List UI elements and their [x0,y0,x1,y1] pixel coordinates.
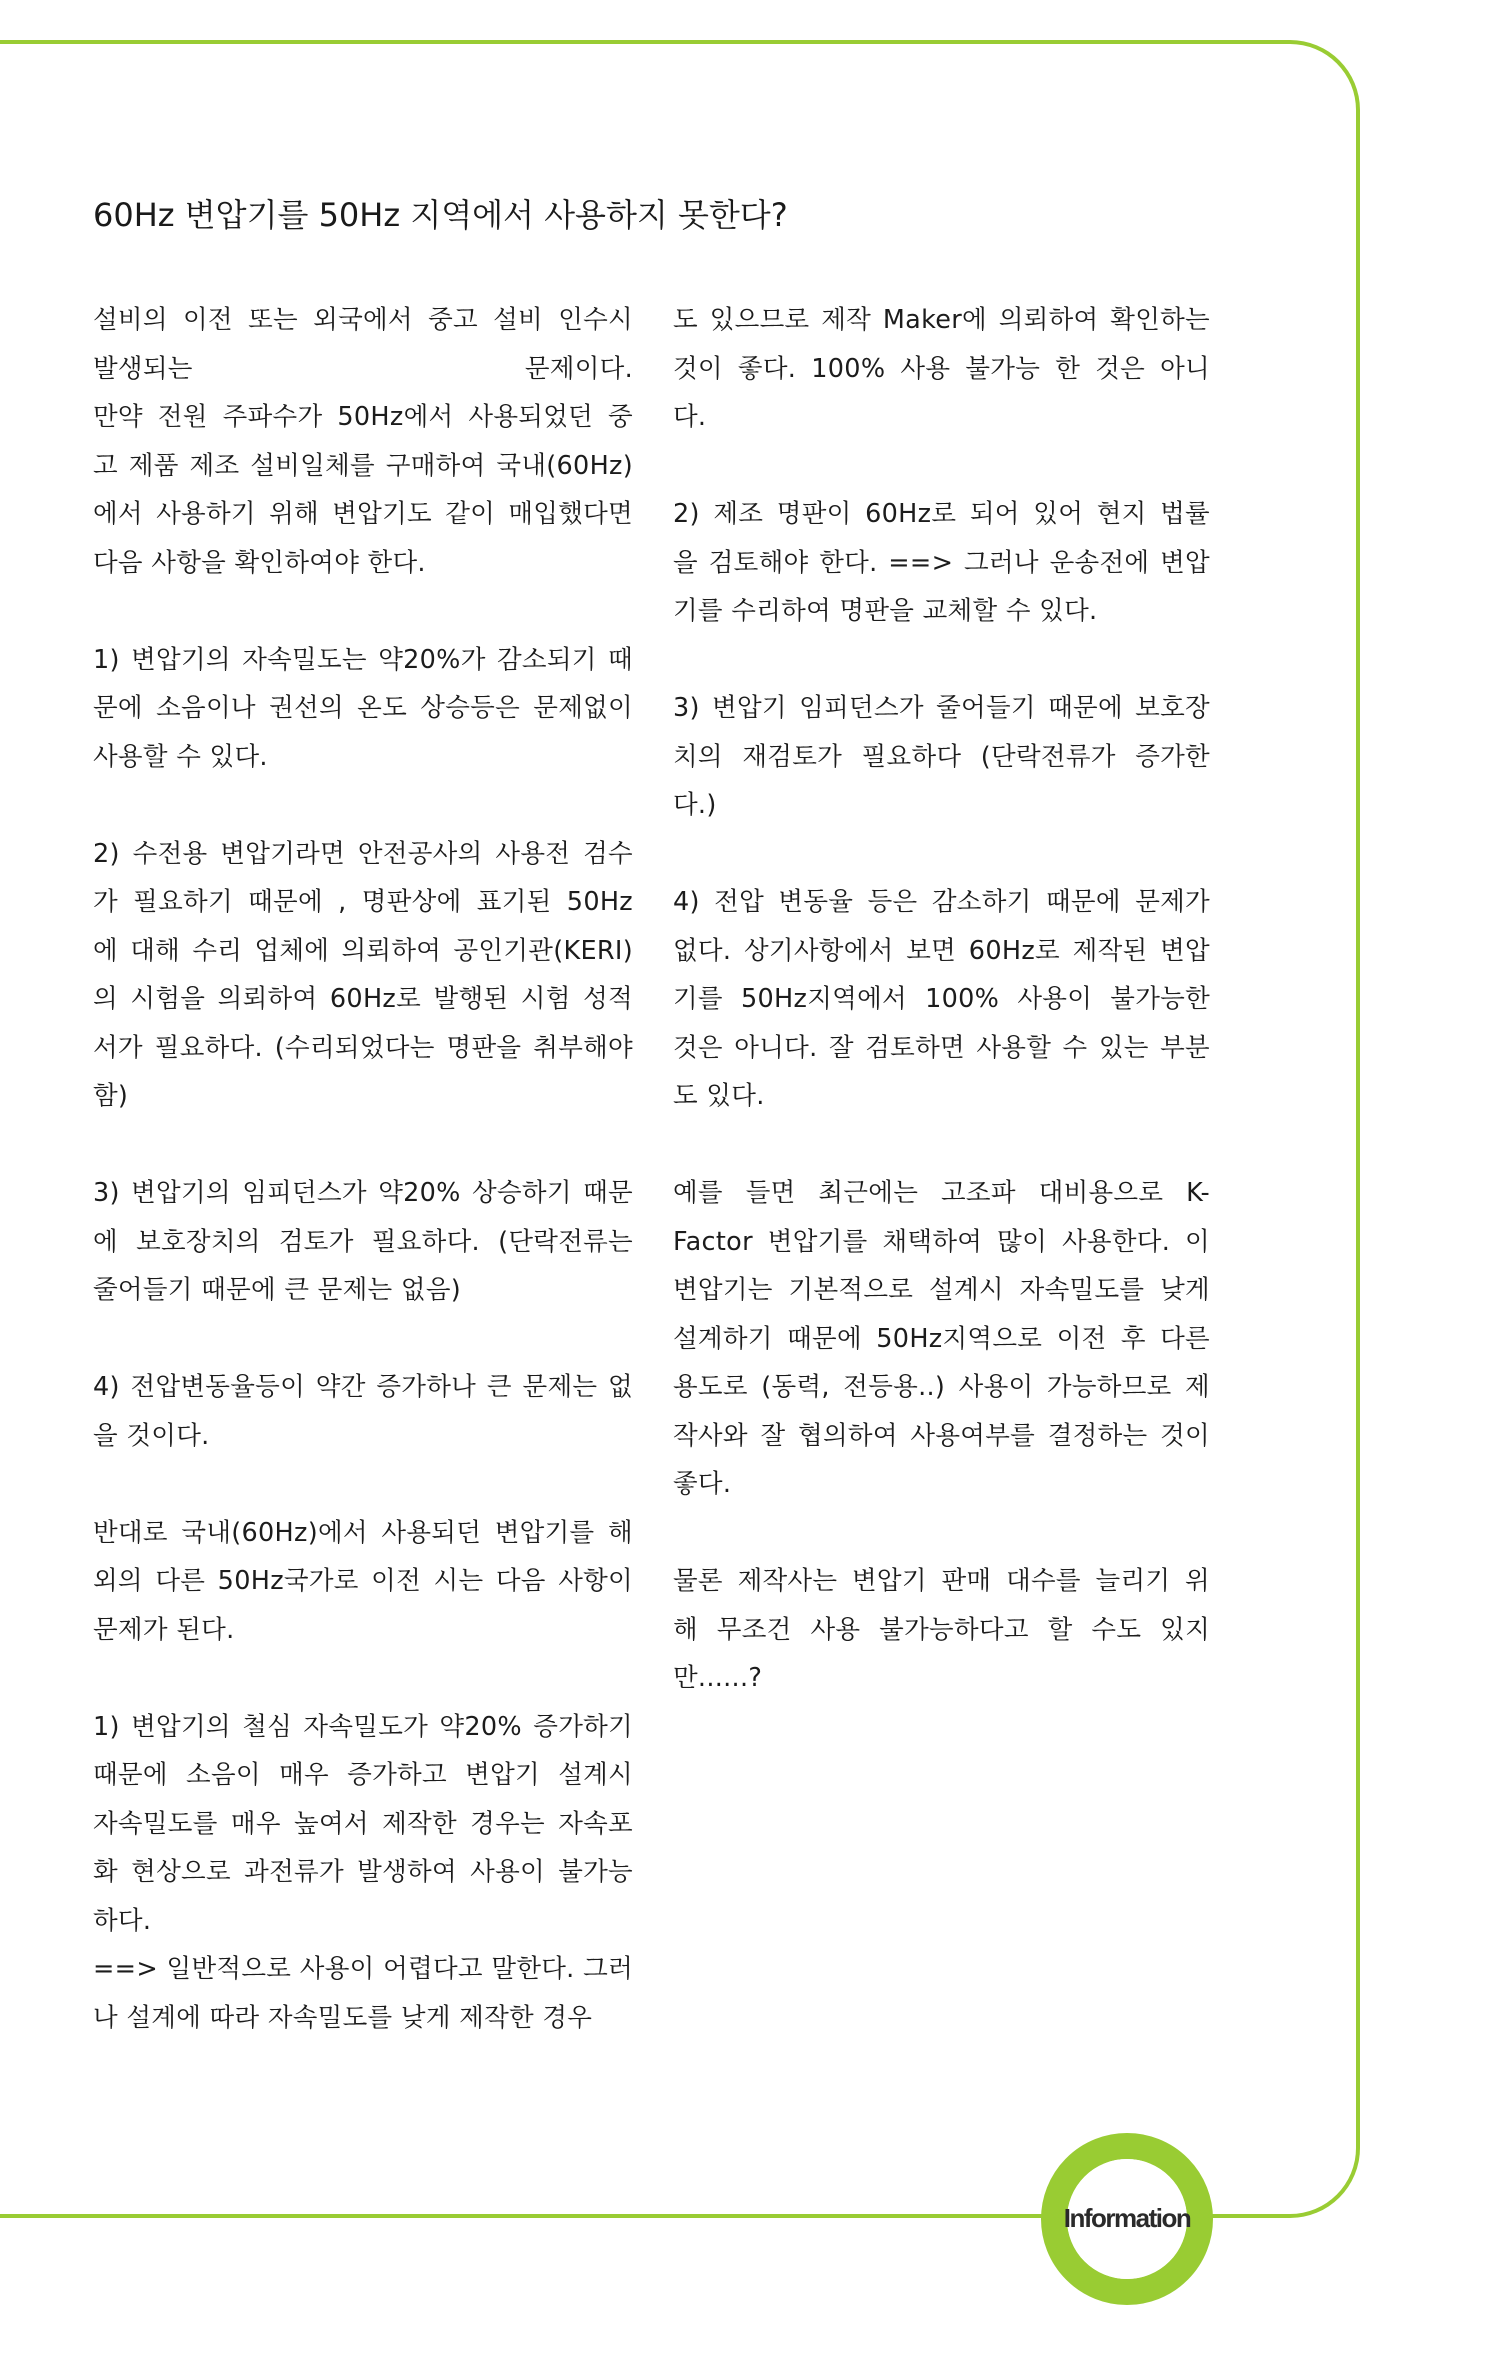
text-line [93,1121,633,1170]
text-line: 반대로 국내(60Hz)에서 사용되던 변압기를 해 [93,1517,633,1548]
text-line: 에 대해 수리 업체에 의뢰하여 공인기관(KERI) [93,935,633,966]
text-line: 작사와 잘 협의하여 사용여부를 결정하는 것이 [673,1420,1210,1451]
text-line: 도 있으므로 제작 Maker에 의뢰하여 확인하는 [673,305,1210,335]
text-line: 기를 수리하여 명판을 교체할 수 있다. [673,596,1098,626]
text-line [673,1121,1210,1170]
text-line: 줄어들기 때문에 큰 문제는 없음) [93,1275,462,1305]
right-text-column [673,296,1210,1703]
text-line: 용도로 (동력, 전등용..) 사용이 가능하므로 제 [673,1372,1210,1402]
text-line: 1) 변압기의 철심 자속밀도가 약20% 증가하기 [93,1711,633,1742]
text-line [673,1509,1210,1558]
text-line: 기를 50Hz지역에서 100% 사용이 불가능한 [673,984,1210,1014]
text-line: 해 무조건 사용 불가능하다고 할 수도 있지 [673,1614,1210,1645]
text-line: 발생되는 문제이다. [93,353,633,384]
text-line: 문에 소음이나 권선의 온도 상승등은 문제없이 [93,693,633,723]
text-line: 다. [673,402,707,432]
text-line: 외의 다른 50Hz국가로 이전 시는 다음 사항이 [93,1566,633,1596]
text-line: 다.) [673,790,717,820]
text-line: 만......? [673,1663,763,1693]
text-line: 도 있다. [673,1081,765,1111]
text-line [93,587,633,636]
text-line: 3) 변압기 임피던스가 줄어들기 때문에 보호장 [673,693,1210,723]
text-line: 2) 제조 명판이 60Hz로 되어 있어 현지 법률 [673,499,1210,529]
text-line: 에서 사용하기 위해 변압기도 같이 매입했다면 [93,499,633,529]
text-line: 때문에 소음이 매우 증가하고 변압기 설계시 [93,1760,633,1790]
text-line: 화 현상으로 과전류가 발생하여 사용이 불가능 [93,1857,633,1887]
text-line: 좋다. [673,1469,732,1499]
text-line: 가 필요하기 때문에 , 명판상에 표기된 50Hz [93,887,633,917]
text-line: 4) 전압 변동율 등은 감소하기 때문에 문제가 [673,887,1210,917]
text-line [673,830,1210,879]
text-line: 1) 변압기의 자속밀도는 약20%가 감소되기 때 [93,644,633,675]
text-line: ==> 일반적으로 사용이 어렵다고 말한다. 그러 [93,1954,633,1984]
text-line: 문제가 된다. [93,1614,235,1645]
text-line: 을 검토해야 한다. ==> 그러나 운송전에 변압 [673,547,1210,578]
text-line: 에 보호장치의 검토가 필요하다. (단락전류는 [93,1226,633,1257]
text-line [673,442,1210,491]
text-line: 설계하기 때문에 50Hz지역으로 이전 후 다른 [673,1323,1210,1354]
text-line: 것이 좋다. 100% 사용 불가능 한 것은 아니 [673,353,1210,384]
left-text-column [93,296,633,2042]
text-line: 서가 필요하다. (수리되었다는 명판을 취부해야 [93,1032,633,1063]
text-line: 것은 아니다. 잘 검토하면 사용할 수 있는 부분 [673,1032,1210,1063]
text-line: 설비의 이전 또는 외국에서 중고 설비 인수시 [93,305,633,335]
text-line: 치의 재검토가 필요하다 (단락전류가 증가한 [673,741,1210,772]
text-line [93,781,633,830]
text-line: 고 제품 제조 설비일체를 구매하여 국내(60Hz) [93,450,633,481]
text-line: 예를 들면 최근에는 고조파 대비용으로 K- [673,1178,1210,1208]
page-title: 60Hz 변압기를 50Hz 지역에서 사용하지 못한다? [93,196,788,234]
text-line: 나 설계에 따라 자속밀도를 낮게 제작한 경우 [93,2002,593,2033]
text-line: 만약 전원 주파수가 50Hz에서 사용되었던 중 [93,402,633,432]
text-line: Factor 변압기를 채택하여 많이 사용한다. 이 [673,1226,1210,1257]
text-line: 변압기는 기본적으로 설계시 자속밀도를 낮게 [673,1275,1210,1305]
information-label: Information [1063,2203,1191,2233]
text-line: 의 시험을 의뢰하여 60Hz로 발행된 시험 성적 [93,984,633,1014]
text-line: 사용할 수 있다. [93,741,268,772]
text-line [93,1315,633,1364]
text-line: 3) 변압기의 임피던스가 약20% 상승하기 때문 [93,1178,633,1208]
text-line: 물론 제작사는 변압기 판매 대수를 늘리기 위 [673,1566,1210,1596]
text-line: 을 것이다. [93,1420,210,1451]
text-line: 2) 수전용 변압기라면 안전공사의 사용전 검수 [93,838,633,869]
text-line [93,1460,633,1509]
text-line [93,1654,633,1703]
text-line: 함) [93,1081,129,1111]
text-line: 하다. [93,1905,152,1936]
text-line: 자속밀도를 매우 높여서 제작한 경우는 자속포 [93,1808,633,1839]
text-line: 다음 사항을 확인하여야 한다. [93,547,426,578]
text-line: 없다. 상기사항에서 보면 60Hz로 제작된 변압 [673,935,1210,966]
text-line [673,636,1210,685]
text-line: 4) 전압변동율등이 약간 증가하나 큰 문제는 없 [93,1372,633,1402]
